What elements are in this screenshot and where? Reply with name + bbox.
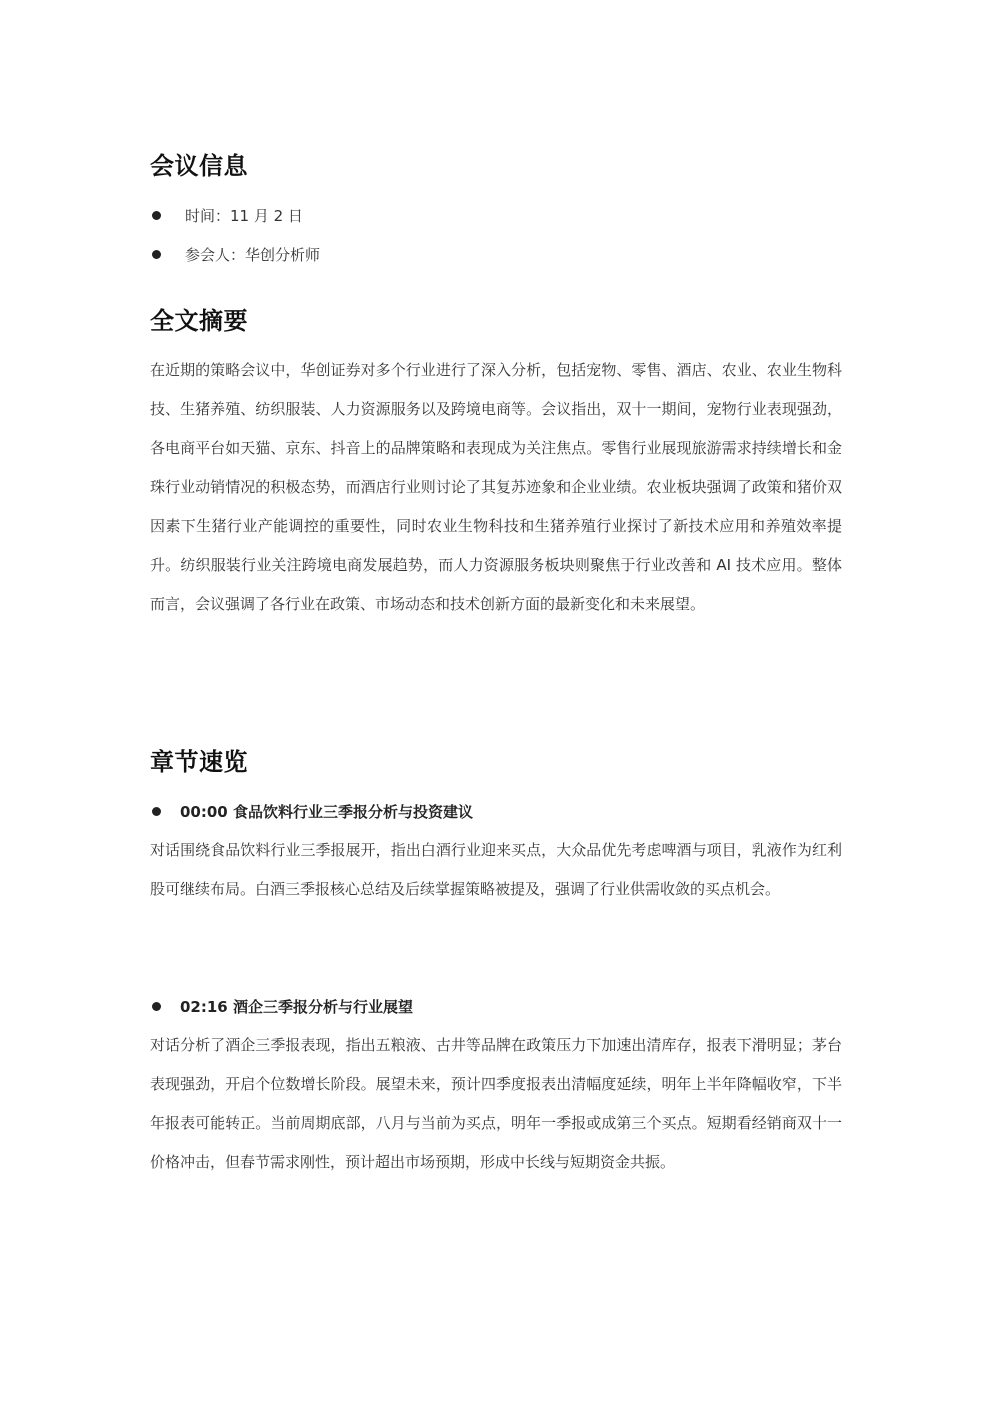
chapter-title: 00:00 食品饮料行业三季报分析与投资建议	[180, 803, 473, 821]
summary-heading: 全文摘要	[150, 307, 248, 335]
chapter-title: 02:16 酒企三季报分析与行业展望	[180, 998, 413, 1016]
bullet-icon	[152, 807, 161, 816]
meeting-attendees: 参会人：华创分析师	[185, 246, 321, 264]
bullet-icon	[152, 250, 161, 259]
meeting-info-heading: 会议信息	[150, 152, 248, 180]
chapter-text: 对话分析了酒企三季报表现，指出五粮液、古井等品牌在政策压力下加速出清库存，报表下滑明显；茅台表现强劲，开启个位数增长阶段。展望未来，预计四季度报表出清幅度延续，明年上半年降幅收窄，下半年报表可能转正。当前周期底部，八月与当前为买点，明年一季报或成第三个买点。短期看经销商双十一价格冲击，但春节需求刚性，预计超出市场预期，形成中长线与短期资金共振。	[150, 1036, 842, 1171]
chapters-heading: 章节速览	[150, 748, 248, 776]
meeting-time: 时间：11 月 2 日	[185, 207, 303, 225]
chapter-text: 对话围绕食品饮料行业三季报展开，指出白酒行业迎来买点，大众品优先考虑啤酒与项目，乳液作为红利股可继续布局。白酒三季报核心总结及后续掌握策略被提及，强调了行业供需收敛的买点机会。	[150, 841, 842, 898]
summary-text: 在近期的策略会议中，华创证券对多个行业进行了深入分析，包括宠物、零售、酒店、农业、农业生物科技、生猪养殖、纺织服装、人力资源服务以及跨境电商等。会议指出，双十一期间，宠物行业表现强劲，各电商平台如天猫、京东、抖音上的品牌策略和表现成为关注焦点。零售行业展现旅游需求持续增长和金珠行业动销情况的积极态势，而酒店行业则讨论了其复苏迹象和企业业绩。农业板块强调了政策和猪价双因素下生猪行业产能调控的重要性，同时农业生物科技和生猪养殖行业探讨了新技术应用和养殖效率提升。纺织服装行业关注跨境电商发展趋势，而人力资源服务板块则聚焦于行业改善和 AI 技术应用。整体而言，会议强调了各行业在政策、市场动态和技术创新方面的最新变化和未来展望。	[150, 361, 842, 613]
bullet-icon	[152, 211, 161, 220]
bullet-icon	[152, 1002, 161, 1011]
